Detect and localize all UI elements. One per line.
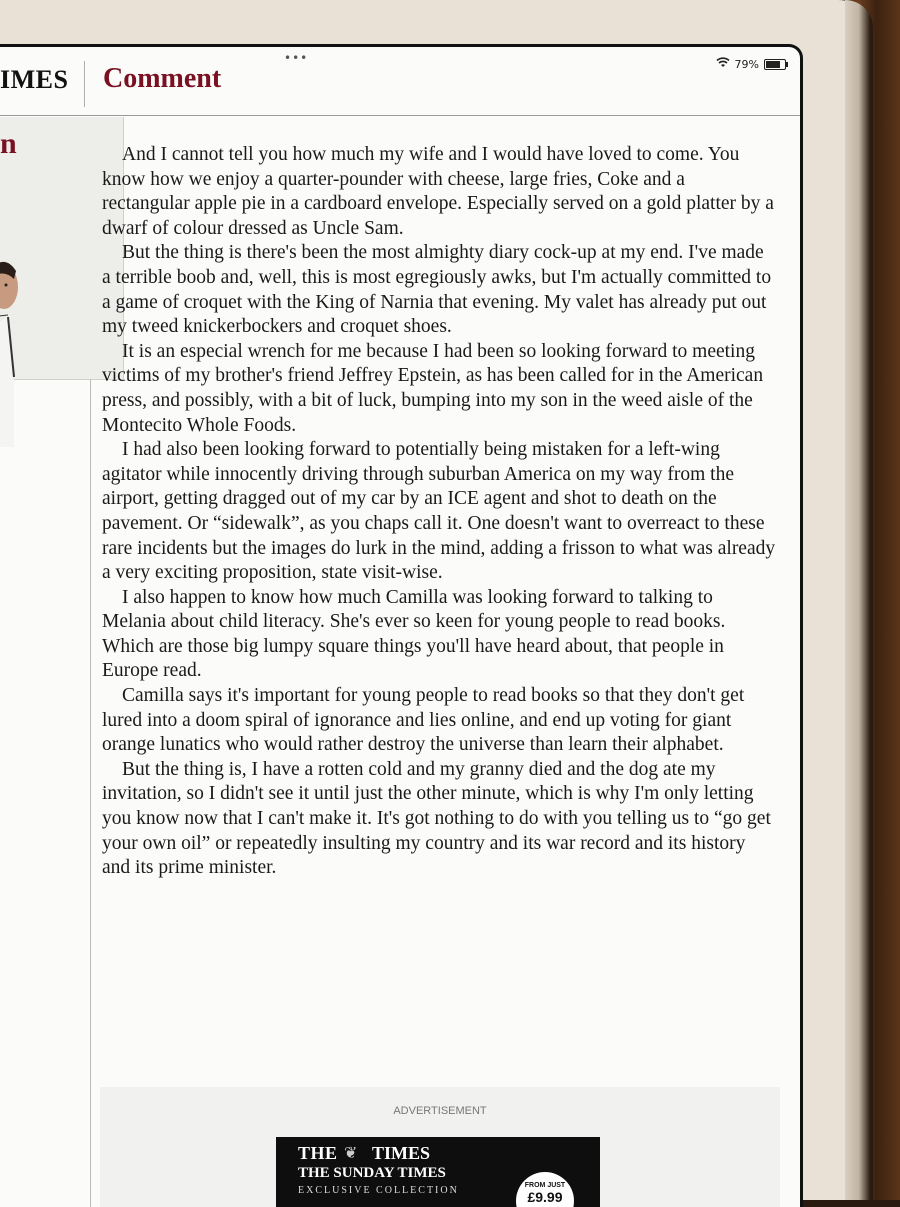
article-paragraph: I also happen to know how much Camilla was looking forward to talking to Melania about child literacy. She's ever so keen for young people to read books. Which are those big lumpy square things you'll have heard about, that people in Europe read. [102, 586, 726, 682]
ad-badge-price: £9.99 [527, 1189, 563, 1205]
author-photo [0, 257, 20, 447]
article-paragraph: And I cannot tell you how much my wife and I would have loved to come. You know how we enjoy a quarter-pounder with cheese, large fries, Coke and a rectangular apple pie in a cardboard envelope. Especially served on a gold platter by a dwarf of colour dressed as Uncle Sam. [102, 144, 774, 239]
article-paragraph: I had also been looking forward to potentially being mistaken for a left-wing agitator while innocently driving through suburban America on my way from the airport, getting dragged out of my car by an ICE agent and shot to death on the pavement. Or “sidewalk”, as you chaps call it. One doesn't want to overreact to these rare incidents but the images do lurk in the mind, adding a frisson to what was already a very exciting proposition, state visit-wise. [102, 439, 776, 584]
tablet-edge [845, 0, 873, 1200]
advertisement-block [100, 1087, 780, 1207]
article-body [102, 143, 777, 881]
ad-brand-sunday: THE SUNDAY TIMES [298, 1165, 446, 1181]
article-paragraph: Camilla says it's important for young people to read books so that they don't get lured into a doom spiral of ignorance and lies online, and end up voting for giant orange lunatics who would rather destroy the universe than learn their alphabet. [102, 685, 745, 756]
battery-percentage: 79% [734, 57, 759, 71]
multitasking-dots-icon[interactable]: ••• [284, 51, 309, 65]
column-divider [90, 379, 91, 1207]
article-paragraph: It is an especial wrench for me because I had been so looking forward to meeting victims of my brother's friend Jeffrey Epstein, as has been called for in the American press, and possibly, with a bit of luck, bumping into my son in the weed aisle of the Montecito Whole Foods. [102, 340, 764, 436]
advertisement-label: ADVERTISEMENT [393, 1105, 487, 1117]
ad-badge-caption: FROM JUST [524, 1182, 566, 1189]
app-header [0, 61, 800, 116]
header-divider [84, 61, 85, 107]
crest-icon: ❦ [344, 1145, 358, 1162]
ad-price-badge [516, 1172, 574, 1207]
article-paragraph: But the thing is there's been the most almighty diary cock-up at my end. I've made a terrible boob and, well, this is most egregiously awks, but I'm actually committed to a game of croquet with the King of Narnia that evening. My valet has already put out my tweed knickerbockers and croquet shoes. [102, 242, 772, 338]
ad-brand-collection: EXCLUSIVE COLLECTION [298, 1185, 459, 1196]
tablet-screen [0, 44, 803, 1207]
masthead-logo[interactable]: IMES [0, 65, 69, 94]
section-title[interactable]: Comment [103, 63, 222, 94]
advertisement-banner[interactable] [276, 1137, 600, 1207]
article-paragraph: But the thing is, I have a rotten cold and my granny died and the dog ate my invitation, so I didn't see it until just the other minute, which is why I'm only letting you know now that I can't make it. It's got nothing to do with you telling us to “go get your own oil” or repeatedly insulting my country and its war record and its history and its prime minister. [102, 758, 771, 879]
ad-brand-times: TIMES [372, 1143, 431, 1163]
ad-brand-the: THE [298, 1143, 338, 1163]
author-name-fragment: n [0, 127, 17, 160]
